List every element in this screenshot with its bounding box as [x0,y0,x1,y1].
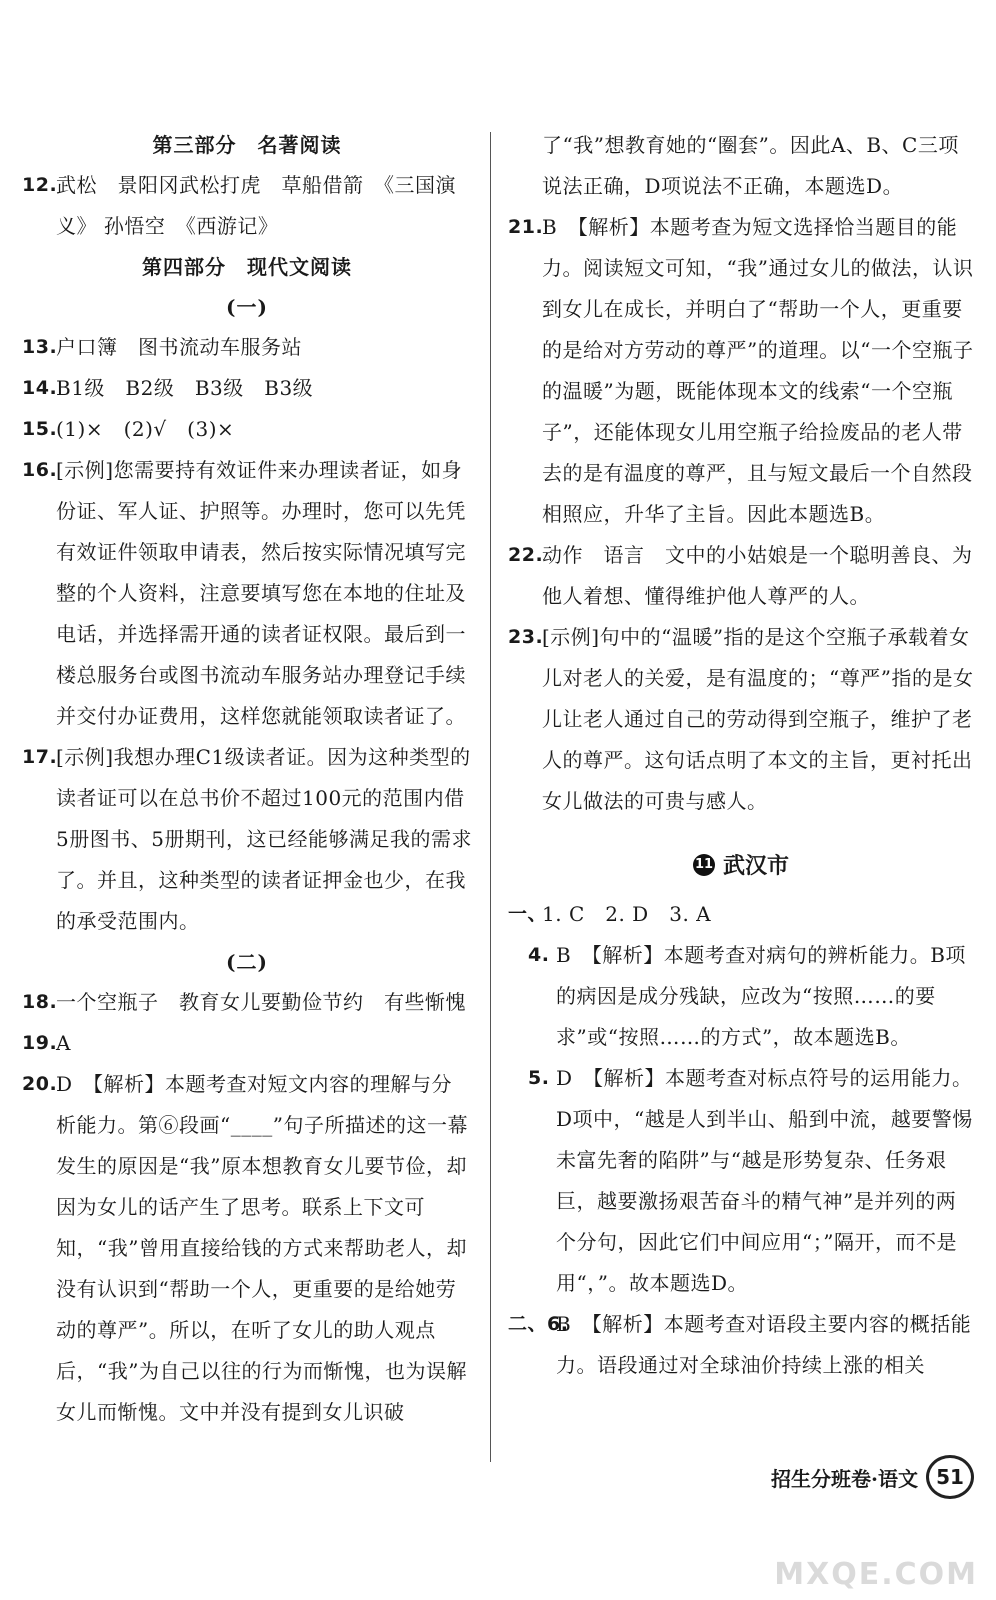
answer-number: 22. [508,544,544,566]
answer-text: [示例]我想办理C1级读者证。因为这种类型的读者证可以在总书价不超过100元的范围内借5册图书、5册期刊，这已经能够满足我的需求了。并且，这种类型的读者证押金也少，在我的承受范围内。 [56,745,472,933]
answer-number: 17. [22,746,58,768]
city-heading [508,844,974,888]
answer-23 [508,617,974,822]
right-column [508,125,974,1386]
answer-text: 武松 景阳冈武松打虎 草船借箭 《三国演义》 孙悟空 《西游记》 [56,173,456,238]
answer-18 [22,982,472,1023]
left-column [22,125,472,1433]
answer-text: 一个空瓶子 教育女儿要勤俭节约 有些惭愧 [56,990,466,1014]
answer-text: D 【解析】本题考查对短文内容的理解与分析能力。第⑥段画“____”句子所描述的这一幕发生的原因是“我”原本想教育女儿要节俭，却因为女儿的话产生了思考。联系上下文可知，“我”曾用直接给钱的方式来帮助老人，却没有认识到“帮助一个人，更重要的是给她劳动的尊严”。所以，在听了女儿的助人观点后，“我”为自己以往的行为而惭愧，也为误解女儿而惭愧。文中并没有提到女儿识破 [56,1072,468,1424]
answer-text: D 【解析】本题考查对标点符号的运用能力。D项中，“越是人到半山、船到中流，越要警惕未富先奢的陷阱”与“越是形势复杂、任务艰巨，越要激扬艰苦奋斗的精气神”是并列的两个分句，因此它们中间应用“；”隔开，而不是用“，”。故本题选D。 [556,1066,973,1295]
footer-title: 招生分班卷·语文 [771,1466,918,1491]
answer-text: (1)× (2)√ (3)× [56,417,235,441]
part3-heading: 第三部分 名著阅读 [152,133,342,157]
section2-heading: (二) [226,950,268,974]
answer-text: 户口簿 图书流动车服务站 [56,335,302,359]
page-footer [771,1455,974,1499]
answer-text: [示例]句中的“温暖”指的是这个空瓶子承载着女儿对老人的关爱，是有温度的；“尊严”指的是女儿让老人通过自己的劳动得到空瓶子，维护了老人的尊严。这句话点明了本文的主旨，更衬托出女儿做法的可贵与感人。 [542,625,974,813]
answer-text: B 【解析】本题考查为短文选择恰当题目的能力。阅读短文可知，“我”通过女儿的做法，认识到女儿在成长，并明白了“帮助一个人，更重要的是给对方劳动的尊严”的道理。以“一个空瓶子的温暖”为题，既能体现本文的线索“一个空瓶子”，还能体现女儿用空瓶子给捡废品的老人带去的是有温度的尊严，且与短文最后一个自然段相照应，升华了主旨。因此本题选B。 [542,215,974,526]
answer-12 [22,165,472,247]
city-name: 武汉市 [722,853,789,879]
answer-number: 14. [22,377,58,399]
answer-number: 一、 [508,903,548,925]
answer-21 [508,207,974,535]
answer-13 [22,327,472,368]
part4-heading: 第四部分 现代文阅读 [142,255,352,279]
answer-22 [508,535,974,617]
page-number: 51 [926,1455,974,1499]
answer-text: B 【解析】本题考查对语段主要内容的概括能力。语段通过对全球油价持续上涨的相关 [556,1312,972,1377]
column-divider [490,132,491,1462]
answer-16 [22,450,472,737]
answer-text: 动作 语言 文中的小姑娘是一个聪明善良、为他人着想、懂得维护他人尊严的人。 [542,543,973,608]
answer-number: 12. [22,174,58,196]
answer-number: 4. [528,944,550,966]
answer-text: B 【解析】本题考查对病句的辨析能力。B项的病因是成分残缺，应改为“按照……的要求”或“按照……的方式”，故本题选B。 [556,943,966,1049]
answer-number: 5. [528,1067,550,1089]
answer-text: 1. C 2. D 3. A [542,902,712,926]
answer-17 [22,737,472,942]
answer-20 [22,1064,472,1433]
answer-number: 21. [508,216,544,238]
answer-1-3 [508,894,974,935]
answer-number: 18. [22,991,58,1013]
answer-text: 了“我”想教育她的“圈套”。因此A、B、C三项说法正确，D项说法不正确，本题选D。 [542,133,959,198]
answer-number: 20. [22,1073,58,1095]
answer-number: 二、6. [508,1313,569,1335]
answer-text: B1级 B2级 B3级 B3级 [56,376,314,400]
answer-number: 16. [22,459,58,481]
section1-heading: (一) [226,295,268,319]
section-number-badge: 11 [693,854,715,876]
answer-5 [508,1058,974,1304]
watermark: MXQE.COM [774,1557,978,1592]
answer-text: [示例]您需要持有效证件来办理读者证，如身份证、军人证、护照等。办理时，您可以先凭有效证件领取申请表，然后按实际情况填写完整的个人资料，注意要填写您在本地的住址及电话，并选择需开通的读者证权限。最后到一楼总服务台或图书流动车服务站办理登记手续并交付办证费用，这样您就能领取读者证了。 [56,458,466,728]
answer-text: A [56,1031,71,1055]
answer-number: 13. [22,336,58,358]
answer-19 [22,1023,472,1064]
answer-14 [22,368,472,409]
answer-20-continued [508,125,974,207]
answer-number: 19. [22,1032,58,1054]
answer-number: 23. [508,626,544,648]
answer-4 [508,935,974,1058]
answer-number: 15. [22,418,58,440]
answer-6 [508,1304,974,1386]
answer-15 [22,409,472,450]
